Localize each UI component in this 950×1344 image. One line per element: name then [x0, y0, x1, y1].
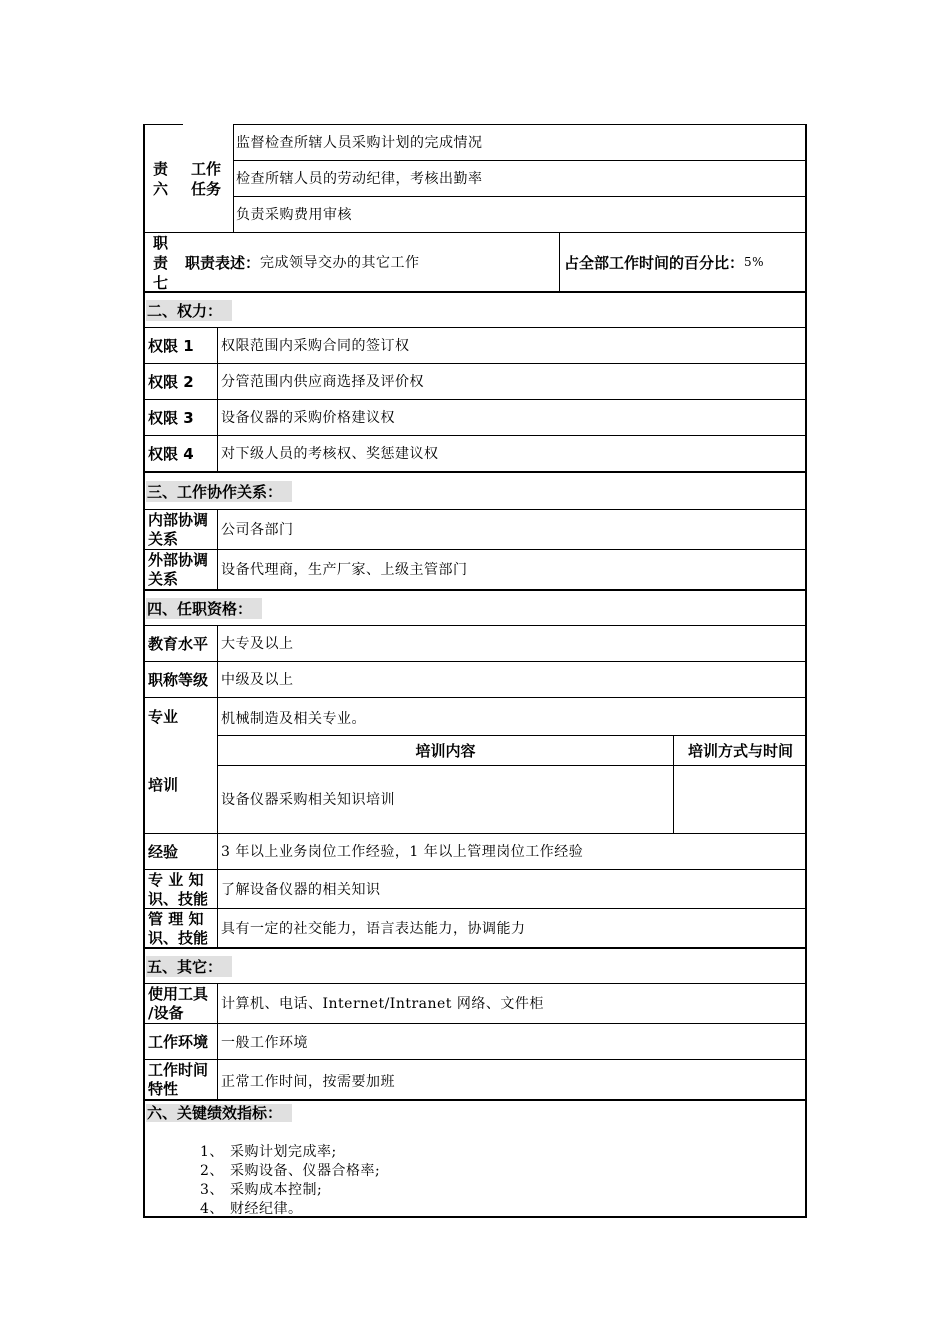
rule	[145, 1099, 807, 1101]
internal-coord-label-a: 内部协调	[148, 511, 209, 529]
authority-3-value: 设备仪器的采购价格建议权	[221, 410, 395, 426]
authority-1-label: 权限 1	[148, 336, 194, 355]
tools-label-a: 使用工具	[148, 985, 209, 1003]
internal-coord-value: 公司各部门	[221, 522, 294, 538]
authority-2-value: 分管范围内供应商选择及评价权	[221, 374, 424, 390]
external-coord-value: 设备代理商，生产厂家、上级主管部门	[221, 562, 468, 578]
tools-label-b: /设备	[148, 1004, 184, 1022]
env-value: 一般工作环境	[221, 1035, 308, 1051]
external-coord-label-a: 外部协调	[148, 551, 209, 569]
kpi-text: 采购设备、仪器合格率;	[230, 1163, 381, 1179]
section6-title: 六、关键绩效指标：	[146, 1104, 292, 1122]
env-label: 工作环境	[148, 1032, 209, 1051]
major-label: 专业	[148, 707, 179, 726]
kpi-item	[200, 1179, 322, 1199]
kpi-number: 1、	[200, 1144, 224, 1160]
mgmt-skill-label-a: 管 理 知	[148, 910, 204, 928]
training-content-header: 培训内容	[415, 741, 476, 760]
section2-title: 二、权力：	[146, 300, 232, 321]
duty6-task-label-a: 工作	[191, 160, 222, 178]
work-time-label-a: 工作时间	[148, 1061, 209, 1079]
kpi-item	[200, 1141, 337, 1161]
rule	[145, 291, 807, 293]
mgmt-skill-label-b: 识、技能	[148, 929, 209, 947]
section5-header	[146, 949, 232, 983]
kpi-text: 采购计划完成率;	[230, 1144, 337, 1160]
pro-skill-value: 了解设备仪器的相关知识	[221, 882, 381, 898]
experience-label: 经验	[148, 842, 179, 861]
duty7-pct-label: 占全部工作时间的百分比：	[564, 253, 745, 272]
rule	[217, 983, 218, 1100]
work-time-value: 正常工作时间，按需要加班	[221, 1074, 395, 1090]
mgmt-skill-value: 具有一定的社交能力，语言表达能力，协调能力	[221, 920, 526, 937]
duty6-label-a: 责	[153, 160, 169, 178]
rule	[233, 124, 234, 232]
kpi-item	[200, 1160, 380, 1180]
experience-value: 3 年以上业务岗位工作经验，1 年以上管理岗位工作经验	[221, 844, 584, 860]
pro-skill-label-b: 识、技能	[148, 890, 209, 908]
pro-skill-label-a: 专 业 知	[148, 871, 204, 889]
duty6-task-2: 检查所辖人员的劳动纪律，考核出勤率	[236, 171, 483, 187]
section4-title: 四、任职资格：	[146, 598, 262, 619]
job-description-table	[143, 124, 807, 1218]
section3-title: 三、工作协作关系：	[146, 481, 292, 502]
duty6-task-label-b: 任务	[191, 180, 222, 198]
kpi-number: 3、	[200, 1182, 224, 1198]
external-coord-label-b: 关系	[148, 570, 179, 588]
authority-1-value: 权限范围内采购合同的签订权	[221, 338, 410, 354]
internal-coord-label-b: 关系	[148, 530, 179, 548]
kpi-item	[200, 1198, 303, 1218]
major-value: 机械制造及相关专业。	[221, 711, 366, 727]
training-method-header: 培训方式与时间	[687, 741, 793, 760]
kpi-number: 4、	[200, 1201, 224, 1217]
education-value: 大专及以上	[221, 636, 294, 652]
authority-2-label: 权限 2	[148, 372, 194, 391]
section5-title: 五、其它：	[146, 956, 232, 977]
duty7-desc-label: 职责表述：	[185, 253, 261, 272]
duty7-description	[185, 232, 420, 292]
duty7-label-c: 七	[153, 274, 169, 292]
duty6-label-b: 六	[153, 180, 169, 198]
rule	[559, 232, 560, 292]
title-level-label: 职称等级	[148, 670, 209, 689]
duty7-percentage	[564, 232, 764, 292]
kpi-number: 2、	[200, 1163, 224, 1179]
duty6-task-3: 负责采购费用审核	[236, 207, 352, 223]
title-level-value: 中级及以上	[221, 672, 294, 688]
section2-header	[146, 293, 232, 327]
training-label: 培训	[148, 775, 179, 794]
authority-3-label: 权限 3	[148, 408, 194, 427]
authority-4-label: 权限 4	[148, 444, 194, 463]
rule	[217, 625, 218, 947]
section3-header	[146, 473, 292, 509]
rule	[145, 947, 807, 949]
authority-4-value: 对下级人员的考核权、奖惩建议权	[221, 446, 439, 462]
duty7-desc-text: 完成领导交办的其它工作	[260, 255, 420, 271]
work-time-label-b: 特性	[148, 1080, 179, 1098]
education-label: 教育水平	[148, 634, 209, 653]
training-content-value: 设备仪器采购相关知识培训	[221, 792, 395, 808]
duty7-pct-value: 5%	[744, 255, 765, 269]
duty7-label-b: 责	[153, 254, 169, 272]
kpi-text: 采购成本控制;	[230, 1182, 323, 1198]
duty6-task-1: 监督检查所辖人员采购计划的完成情况	[236, 135, 483, 151]
tools-value: 计算机、电话、Internet/Intranet 网络、文件柜	[221, 996, 544, 1012]
duty7-label-a: 职	[153, 234, 169, 252]
kpi-text: 财经纪律。	[230, 1201, 303, 1217]
section6-header	[146, 1102, 292, 1123]
section4-header	[146, 591, 262, 625]
